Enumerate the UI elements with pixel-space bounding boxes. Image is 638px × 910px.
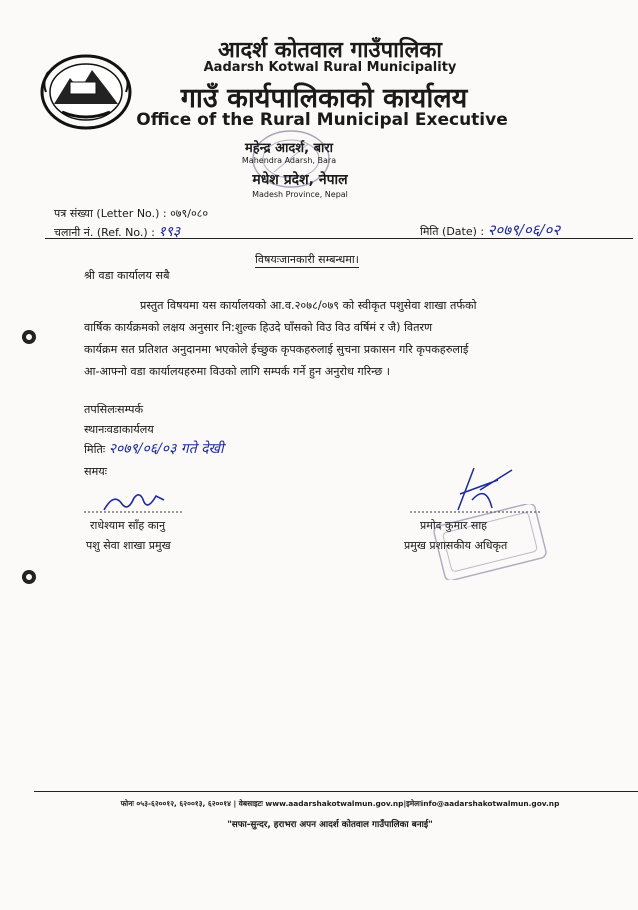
body-line-3: कार्यक्रम सत प्रतिशत अनुदानमा भएकोले ईच्छुक कृपकहरुलाई सुचना प्रकासन गरि कृपकहरुलाई	[84, 343, 469, 356]
office-stamp	[250, 128, 332, 190]
details-time: समयः	[84, 465, 108, 478]
subject-line: विषयःजानकारी सम्बन्धमा।	[255, 253, 359, 266]
municipality-name-np: आदर्श कोतवाल गाउँपालिका	[218, 38, 442, 63]
header-divider	[45, 238, 633, 239]
address-np: महेन्द्र आदर्श, बारा	[244, 141, 334, 156]
office-name-np: गाउँ कार्यपालिकाको कार्यालय	[180, 83, 468, 114]
date-label: मिति (Date) :	[420, 225, 485, 238]
ref-no-label: चलानी नं. (Ref. No.) :	[54, 226, 155, 239]
right-signer-title: प्रमुख प्रशासकीय अधिकृत	[404, 539, 508, 552]
left-signer-title: पशु सेवा शाखा प्रमुख	[86, 539, 171, 552]
left-signature	[84, 486, 184, 516]
official-stamp	[430, 504, 550, 580]
details-heading: तपसिलःसम्पर्क	[84, 403, 144, 416]
letter-date	[420, 220, 560, 240]
punch-hole-top	[22, 330, 36, 344]
left-signer-name: राधेश्याम साँह कानु	[90, 519, 166, 532]
ref-no-value: १९३	[158, 224, 181, 240]
details-location: स्थानःवडाकार्यलय	[84, 423, 154, 436]
municipality-name-en: Aadarsh Kotwal Rural Municipality	[203, 60, 457, 75]
details-date-value: २०७९/०६/०३ गते देखी	[108, 441, 224, 457]
footer-contact: फोनः ०५३-६२००१२, ६२००१३, ६२००१४ | वेबसाइटः www.aadarshakotwalmun.gov.np|इमेलःinfo@aadarshakotwalmun.gov.np	[120, 799, 560, 808]
body-line-2: वार्षिक कार्यक्रमको लक्षय अनुसार नि:शुल्क हिउदे घाँसको विउ विउ वर्षिमं र जै) वितरण	[84, 321, 433, 334]
office-name-en: Office of the Rural Municipal Executive	[136, 110, 508, 130]
address-en: Mahendra Adarsh, Bara	[241, 156, 337, 165]
nepal-emblem-icon	[40, 52, 132, 132]
body-line-4: आ-आफ्नो वडा कार्यालयहरुमा विउको लागि सम्पर्क गर्ने हुन अनुरोध गरिन्छ ।	[84, 365, 391, 378]
punch-hole-bottom	[22, 570, 36, 584]
date-value: २०७९/०६/०२	[487, 221, 561, 239]
footer-slogan: "सफा-सुन्दर, हराभरा अपन आदर्श कोतवाल गाउँपालिका बनाई"	[227, 820, 433, 830]
letter-no	[54, 206, 208, 221]
footer-divider	[34, 791, 638, 792]
body-line-1: प्रस्तुत विषयमा यस कार्यालयको आ.व.२०७८/०७९ को स्वीकृत पशुसेवा शाखा तर्फको	[140, 299, 477, 312]
letter-no-label: पत्र संख्या (Letter No.) :	[54, 207, 167, 220]
details-date	[84, 440, 224, 459]
recipient: श्री वडा कार्यालय सबै	[84, 269, 170, 282]
province-en: Madesh Province, Nepal	[252, 190, 348, 199]
letter-no-value: ०७९/०८०	[170, 207, 209, 220]
right-signer-name: प्रमोद कुमार साह	[420, 519, 488, 532]
province-np: मधेश प्रदेश, नेपाल	[252, 172, 348, 188]
details-date-label: मितिः	[84, 443, 106, 456]
